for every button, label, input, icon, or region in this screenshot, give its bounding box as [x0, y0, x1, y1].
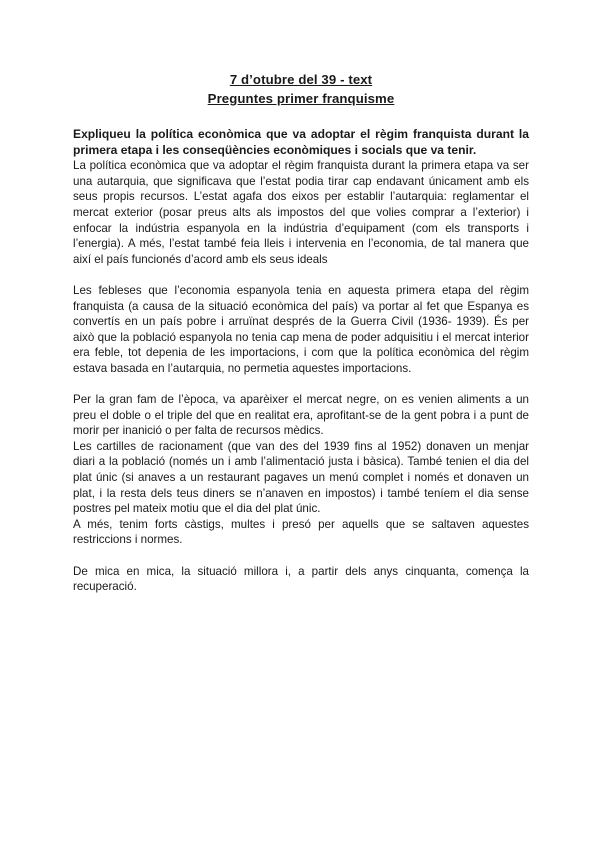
- question-heading: Expliqueu la política econòmica que va adoptar el règim franquista durant la primera etapa i les conseqüències econòmiques i socials que va tenir.: [73, 127, 529, 157]
- answer-paragraph-4: Les cartilles de racionament (que van des del 1939 fins al 1952) donaven un menjar diari a la població (només un i amb l’alimentació justa i bàsica). També tenien el dia del plat únic (si anaves a un restaurant pagaves un menú complet i només et donaven un plat, i la resta dels teus diners se n’anaven en impostos) i també teníem el dia sense postres pel mateix motiu que el dia del plat únic.: [73, 439, 529, 516]
- answer-paragraph-6: De mica en mica, la situació millora i, a partir dels anys cinquanta, comença la recuperació.: [73, 564, 529, 594]
- answer-paragraph-1: La política econòmica que va adoptar el règim franquista durant la primera etapa va ser una autarquia, que significava que l’estat podia tirar cap endavant únicament amb els seus propis recursos. L’estat agafa dos eixos per establir l’autarquia: reglamentar el mercat exterior (posar preus alts als impostos del que volies comprar a l’exterior) i enfocar la indústria espanyola en la indústria d’equipament (com els transports i l’energia). A més, l’estat també feia lleis i intervenia en l’economia, de tal manera que així el país funcionés d’acord amb els seus ideals: [73, 159, 529, 266]
- answer-paragraph-3: Per la gran fam de l’època, va aparèixer el mercat negre, on es venien aliments a un preu el doble o el triple del que en realitat era, aprofitant-se de la gent pobra i a punt de morir per inanició o per falta de recursos mèdics.: [73, 393, 529, 438]
- title-subject-line: Preguntes primer franquisme: [207, 91, 395, 106]
- document-title: [73, 70, 529, 108]
- document-page: [73, 70, 529, 595]
- answer-paragraph-5: A més, tenim forts càstigs, multes i presó per aquells que se saltaven aquestes restriccions i normes.: [73, 517, 529, 547]
- title-date-line: 7 d’otubre del 39 - text: [229, 72, 373, 87]
- answer-paragraph-2: Les febleses que l’economia espanyola tenia en aquesta primera etapa del règim franquista (a causa de la situació econòmica del país) va portar al fet que Espanya es convertís en un país pobre i arruïnat després de la Guerra Civil (1936- 1939). És per això que la població espanyola no tenia cap mena de poder adquisitiu i el mercat interior era feble, tot depenia de les importacions, i com que la política econòmica del règim estava basada en l’autarquia, no permetia aquestes importacions.: [73, 283, 529, 375]
- paragraph-gap: [73, 548, 529, 564]
- paragraph-gap: [73, 377, 529, 393]
- paragraph-gap: [73, 267, 529, 283]
